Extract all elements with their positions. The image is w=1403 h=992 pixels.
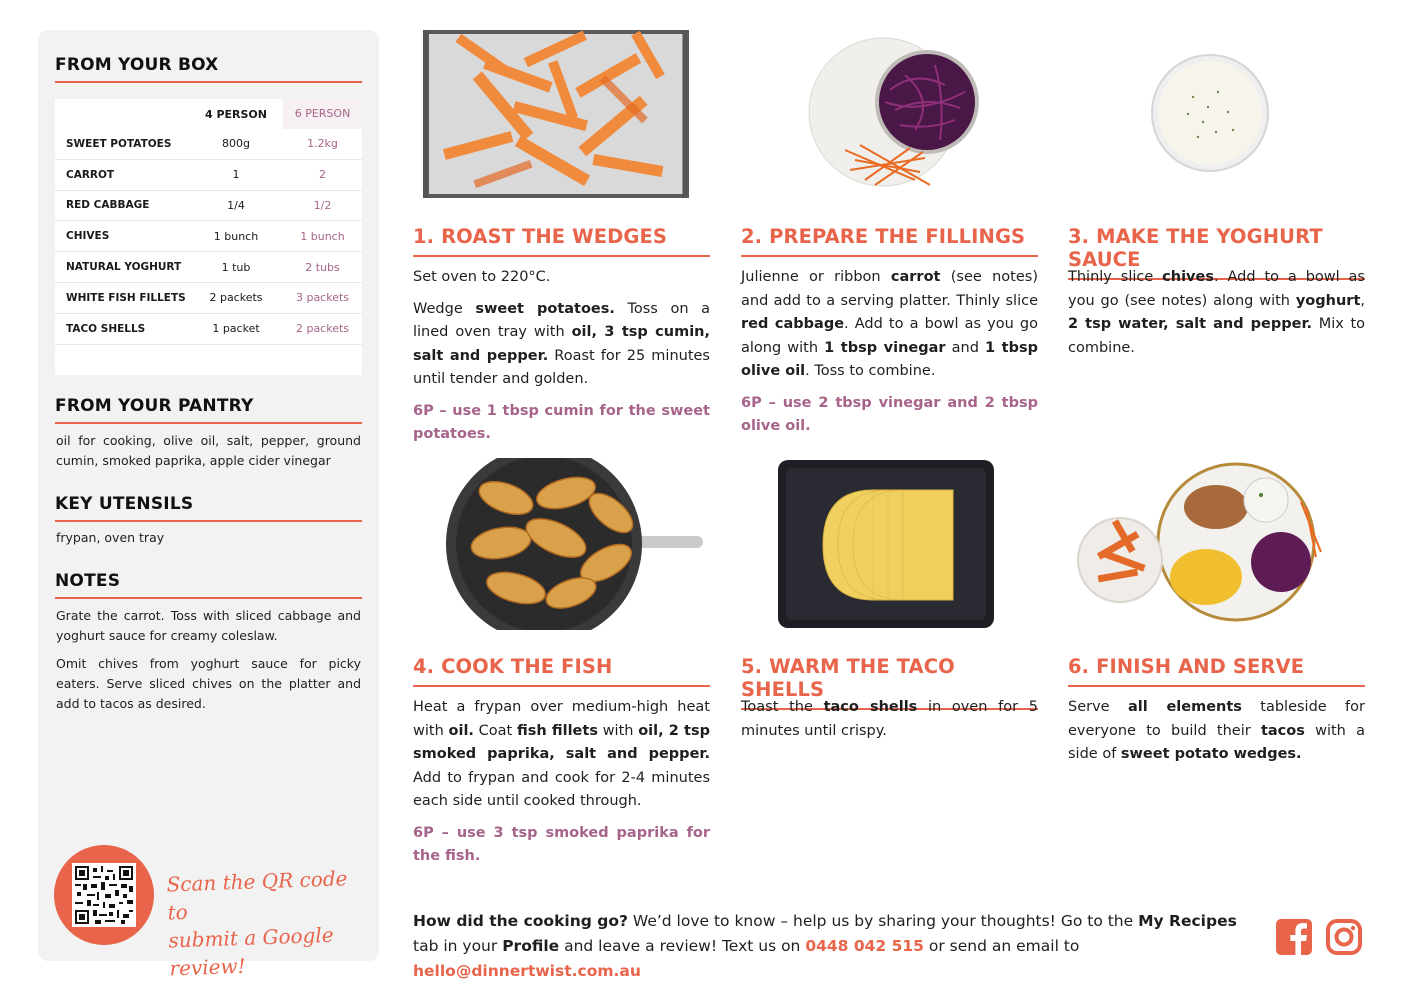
step-text: Heat a frypan over medium-high heat with [413, 699, 710, 739]
step-text: with [597, 722, 639, 739]
step-text: , [1360, 292, 1365, 309]
ingredient-row [55, 283, 362, 314]
yoghurt-sauce-image [1148, 52, 1272, 174]
six-person-note: 6P – use 1 tbsp cumin for the sweet potatoes. [413, 402, 710, 442]
step-5-body [741, 696, 1038, 751]
ingredient-row [55, 129, 362, 160]
step-bold-text: red cabbage [741, 316, 845, 332]
step-5-title: 5. WARM THE TACO SHELLS [741, 655, 1038, 710]
step-bold-text: oil, 2 tsp smoked paprika, salt and pepper. [413, 722, 710, 762]
step-text: and [945, 339, 986, 356]
ingredient-four-person: 1 tub [221, 260, 251, 274]
qr-review-line-1: Scan the QR code to [166, 866, 348, 925]
footer-text: We’d love to know – help us by sharing your thoughts! Go to the [627, 912, 1139, 930]
phone-link[interactable]: 0448 042 515 [805, 937, 924, 955]
note-1: Grate the carrot. Toss with sliced cabbage and yoghurt sauce for creamy coleslaw. [56, 608, 361, 643]
step-4-body [413, 696, 710, 877]
step-paragraph [413, 696, 710, 814]
ingredient-six-person: 1.2kg [307, 137, 338, 151]
ingredient-row [55, 160, 362, 191]
step-text: Set oven to 220°C. [413, 269, 551, 285]
ingredient-name: SWEET POTATOES [66, 137, 172, 150]
ingredient-six-person: 3 packets [295, 291, 350, 305]
step-text: (see notes) and add to a serving platter. Thinly slice [741, 269, 1038, 309]
step-paragraph [741, 266, 1038, 384]
cook-fish-image [446, 458, 704, 630]
footer-text: and leave a review! Text us on [559, 937, 806, 955]
taco-shells-image [778, 460, 994, 628]
step-6-title: 6. FINISH AND SERVE [1068, 655, 1365, 687]
finish-serve-image [1076, 462, 1338, 622]
step-bold-text: chives [1162, 269, 1214, 285]
qr-code-graphic [75, 866, 133, 924]
step-paragraph [413, 266, 710, 290]
step-text: Roast for 25 minutes until tender and golden. [413, 347, 710, 387]
ingredient-four-person: 1 [232, 168, 240, 182]
step-text: Julienne or ribbon [741, 269, 891, 285]
step-bold-text: tacos [1260, 722, 1305, 739]
step-bold-text: carrot [890, 269, 941, 285]
ingredient-name: RED CABBAGE [66, 199, 150, 212]
step-paragraph [741, 696, 1038, 743]
ingredient-name: WHITE FISH FILLETS [66, 291, 186, 304]
facebook-icon[interactable] [1275, 918, 1313, 956]
ingredients-header-row [55, 99, 362, 129]
step-3-body [1068, 266, 1365, 368]
step-6-body [1068, 696, 1365, 775]
step-2-body [741, 266, 1038, 447]
step-paragraph [413, 298, 710, 392]
note-2: Omit chives from yoghurt sauce for picky eaters. Serve sliced chives on the platter and add to tacos as desired. [56, 656, 361, 711]
ingredient-name: CHIVES [66, 230, 110, 243]
feedback-footer [413, 909, 1263, 984]
ingredient-four-person: 1 packet [212, 322, 260, 336]
step-bold-text: 2 tsp water, salt and pepper. [1068, 316, 1313, 332]
pantry-text: oil for cooking, olive oil, salt, pepper, ground cumin, smoked paprika, apple cider vinegar [56, 433, 361, 468]
box-heading: FROM YOUR BOX [55, 55, 362, 83]
six-person-note: 6P – use 2 tbsp vinegar and 2 tbsp olive oil. [741, 394, 1038, 434]
step-bold-text: sweet potatoes. [475, 300, 615, 317]
step-text: Mix to combine. [1068, 316, 1365, 356]
ingredients-table [55, 99, 362, 375]
ingredient-row [55, 252, 362, 283]
instagram-icon[interactable] [1325, 918, 1363, 956]
step-bold-text: oil, 3 tsp cumin, salt and pepper. [413, 324, 711, 364]
notes-heading: NOTES [55, 571, 362, 599]
step-4-title: 4. COOK THE FISH [413, 655, 710, 687]
email-link[interactable]: hello@dinnertwist.com.au [413, 962, 641, 980]
step-bold-text: fish fillets [516, 722, 598, 739]
pantry-heading: FROM YOUR PANTRY [55, 396, 362, 424]
footer-text: How did the cooking go? [413, 912, 628, 930]
ingredient-row [55, 221, 362, 252]
step-2-title: 2. PREPARE THE FILLINGS [741, 225, 1038, 257]
ingredient-six-person: 2 packets [295, 322, 350, 336]
step-3-title: 3. MAKE THE YOGHURT SAUCE [1068, 225, 1365, 280]
ingredient-row [55, 191, 362, 222]
utensils-text: frypan, oven tray [56, 530, 165, 545]
step-text: Toast the [741, 699, 824, 715]
qr-code[interactable] [72, 863, 136, 927]
ingredient-four-person: 1 bunch [213, 229, 259, 243]
step-paragraph [1068, 266, 1365, 360]
ingredient-name: CARROT [66, 168, 115, 181]
ingredient-row [55, 314, 362, 345]
step-text: with a side of [1068, 722, 1365, 762]
qr-review-text [166, 864, 370, 983]
ingredient-six-person: 1 bunch [300, 229, 345, 243]
footer-text: Profile [502, 937, 560, 955]
ingredient-six-person: 2 tubs [305, 260, 340, 274]
step-paragraph [1068, 696, 1365, 767]
four-person-header: 4 PERSON [204, 107, 267, 121]
ingredient-six-person: 1/2 [313, 198, 332, 212]
prepare-fillings-image [805, 30, 985, 200]
step-text: Toss on a lined oven tray with [413, 300, 710, 340]
step-bold-text: all elements [1127, 699, 1242, 715]
step-text: Add to frypan and cook for 2-4 minutes each side until cooked through. [413, 769, 710, 809]
step-text: Serve [1068, 699, 1128, 715]
six-person-header: 6 PERSON [283, 99, 362, 129]
footer-text: or send an email to [923, 937, 1080, 955]
footer-text: tab in your [413, 937, 503, 955]
step-bold-text: 1 tbsp vinegar [824, 339, 946, 356]
ingredient-six-person: 2 [319, 168, 326, 182]
step-text: . Add to a bowl as you go (see notes) along with [1068, 269, 1365, 309]
qr-badge[interactable] [54, 845, 154, 945]
step-bold-text: oil. [448, 722, 474, 739]
ingredient-name: NATURAL YOGHURT [66, 261, 182, 274]
roast-wedges-image [423, 30, 689, 198]
step-text: . Toss to combine. [805, 363, 936, 379]
step-text: tableside for everyone to build their [1068, 699, 1365, 739]
step-1-title: 1. ROAST THE WEDGES [413, 225, 710, 257]
step-bold-text: 1 tbsp olive oil [741, 339, 1038, 379]
step-bold-text: taco shells [823, 699, 918, 715]
step-text: in oven for 5 minutes until crispy. [741, 699, 1039, 739]
ingredient-four-person: 1/4 [227, 198, 245, 212]
step-bold-text: yoghurt [1295, 292, 1361, 309]
six-person-note: 6P – use 3 tsp smoked paprika for the fish. [413, 824, 710, 864]
sidebar [38, 30, 379, 981]
footer-text: My Recipes [1138, 912, 1237, 930]
ingredient-four-person: 800g [222, 137, 250, 151]
ingredient-rows [55, 129, 362, 345]
utensils-heading: KEY UTENSILS [55, 494, 362, 522]
ingredient-name: TACO SHELLS [66, 322, 146, 335]
qr-review-line-2: submit a Google review! [168, 922, 334, 981]
step-1-body [413, 266, 710, 455]
step-text: Coat [473, 722, 517, 739]
ingredient-four-person: 2 packets [209, 291, 263, 305]
step-bold-text: sweet potato wedges. [1120, 746, 1302, 762]
step-text: . Add to a bowl as you go along with [741, 316, 1038, 356]
step-text: Thinly slice [1068, 269, 1163, 285]
step-text: Wedge [413, 300, 476, 317]
